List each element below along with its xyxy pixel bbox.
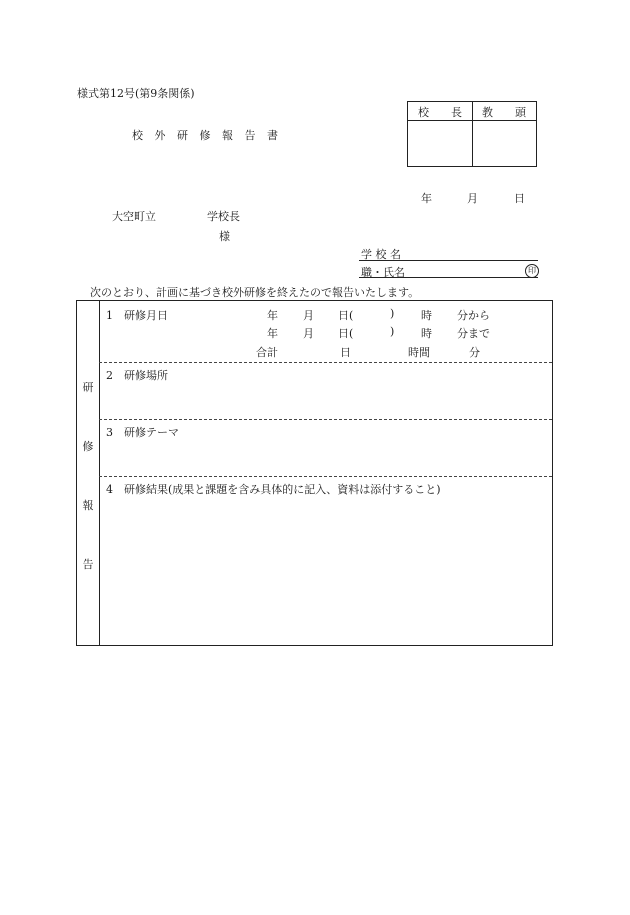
date-year: 年	[421, 192, 432, 205]
vice-principal-stamp-label: 教 頭	[482, 106, 526, 119]
principal-stamp-label: 校 長	[418, 106, 462, 119]
vertical-label-1: 研	[82, 381, 94, 394]
addressee-honorific: 様	[219, 230, 230, 243]
vice-principal-stamp-field[interactable]	[473, 121, 537, 167]
vertical-label-3: 報	[82, 499, 94, 512]
from-hour: 時	[421, 309, 432, 322]
school-name-label: 学 校 名	[361, 248, 401, 261]
to-close: )	[390, 325, 395, 338]
addressee-town: 大空町立	[112, 210, 156, 223]
to-day: 日(	[338, 327, 354, 340]
to-year: 年	[267, 327, 278, 340]
from-year: 年	[267, 309, 278, 322]
date-day: 日	[514, 192, 525, 205]
total-hours: 時間	[408, 346, 430, 359]
report-table	[76, 300, 553, 646]
total-minutes: 分	[469, 346, 480, 359]
document-title: 校 外 研 修 報 告 書	[132, 129, 282, 142]
theme-label: 3 研修テーマ	[106, 426, 179, 439]
approval-stamp-box	[407, 101, 537, 167]
to-minute: 分まで	[457, 327, 490, 340]
school-name-field[interactable]	[359, 260, 538, 261]
intro-text: 次のとおり、計画に基づき校外研修を終えたので報告いたします。	[90, 286, 420, 299]
vertical-label-4: 告	[82, 558, 94, 571]
name-label: 職・氏名	[361, 266, 405, 279]
seal-mark: 印	[525, 264, 539, 278]
period-label: 1 研修月日	[106, 309, 168, 322]
from-close: )	[390, 307, 395, 320]
result-label: 4 研修結果(成果と課題を含み具体的に記入、資料は添付すること)	[106, 483, 441, 496]
addressee-principal: 学校長	[207, 210, 240, 223]
total-days: 日	[340, 346, 351, 359]
name-field[interactable]	[359, 277, 538, 278]
total-label: 合計	[256, 346, 278, 359]
from-minute: 分から	[457, 309, 490, 322]
place-label: 2 研修場所	[106, 369, 168, 382]
from-day: 日(	[338, 309, 354, 322]
vertical-label-2: 修	[82, 440, 94, 453]
principal-stamp-field[interactable]	[408, 121, 472, 167]
form-number: 様式第12号(第9条関係)	[77, 87, 195, 100]
date-month: 月	[467, 192, 478, 205]
from-month: 月	[303, 309, 314, 322]
to-month: 月	[303, 327, 314, 340]
to-hour: 時	[421, 327, 432, 340]
